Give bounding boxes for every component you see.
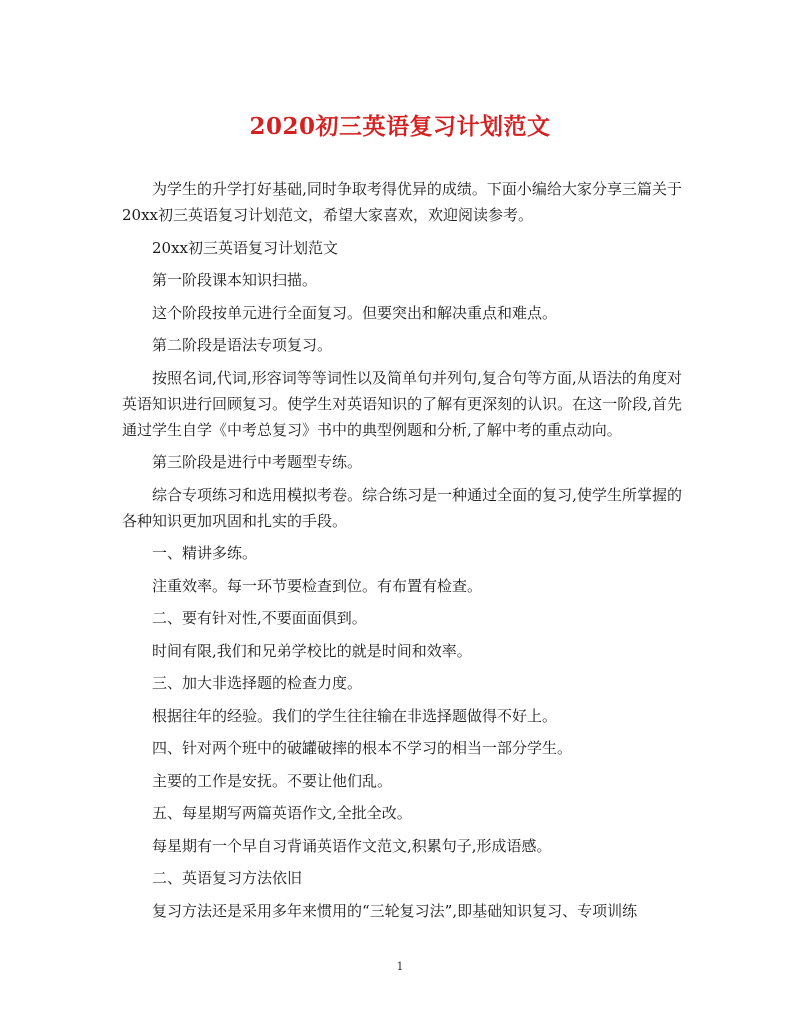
paragraph: 一、精讲多练。 [152,544,258,562]
paragraph: 时间有限,我们和兄弟学校比的就是时间和效率。 [152,641,472,660]
paragraph: 注重效率。每一环节要检查到位。有布置有检查。 [152,576,483,595]
paragraph: 这个阶段按单元进行全面复习。但要突出和解决重点和难点。 [152,303,558,322]
paragraph: 主要的工作是安抚。不要让他们乱。 [152,771,393,790]
paragraph: 按照名词,代词,形容词等等词性以及简单句并列句,复合句等方面,从语法的角度对英语知识进行回顾复习。使学生对英语知识的了解有更深刻的认识。在这一阶段,首先通过学生自学《中考总复习》书中的典型例题和分析,了解中考的重点动向。 [122,368,682,439]
document-title: 2020初三英语复习计划范文 [249,113,551,140]
paragraph: 第一阶段课本知识扫描。 [152,271,318,289]
paragraph: 综合专项练习和选用模拟考卷。综合练习是一种通过全面的复习,使学生所掌握的各种知识更加巩固和扎实的手段。 [122,485,682,530]
paragraph: 为学生的升学打好基础,同时争取考得优异的成绩。下面小编给大家分享三篇关于20xx初三英语复习计划范文，希望大家喜欢，欢迎阅读参考。 [122,180,682,224]
paragraph: 二、要有针对性,不要面面俱到。 [152,609,367,627]
paragraph: 复习方法还是采用多年来惯用的“三轮复习法”,即基础知识复习、专项训练 [152,901,638,920]
paragraph: 第三阶段是进行中考题型专练。 [152,453,363,471]
paragraph: 三、加大非选择题的检查力度。 [152,674,363,692]
page-number: 1 [396,960,404,973]
paragraph: 每星期有一个早自习背诵英语作文范文,积累句子,形成语感。 [152,836,552,855]
paragraph: 第二阶段是语法专项复习。 [152,336,333,354]
paragraph: 四、针对两个班中的破罐破摔的根本不学习的相当一部分学生。 [152,739,573,757]
paragraph: 五、每星期写两篇英语作文,全批全改。 [152,804,412,822]
paragraph: 20xx初三英语复习计划范文 [152,238,339,257]
document-body [122,176,682,930]
paragraph: 根据往年的经验。我们的学生往往输在非选择题做得不好上。 [152,706,558,725]
paragraph: 二、英语复习方法依旧 [152,869,303,887]
